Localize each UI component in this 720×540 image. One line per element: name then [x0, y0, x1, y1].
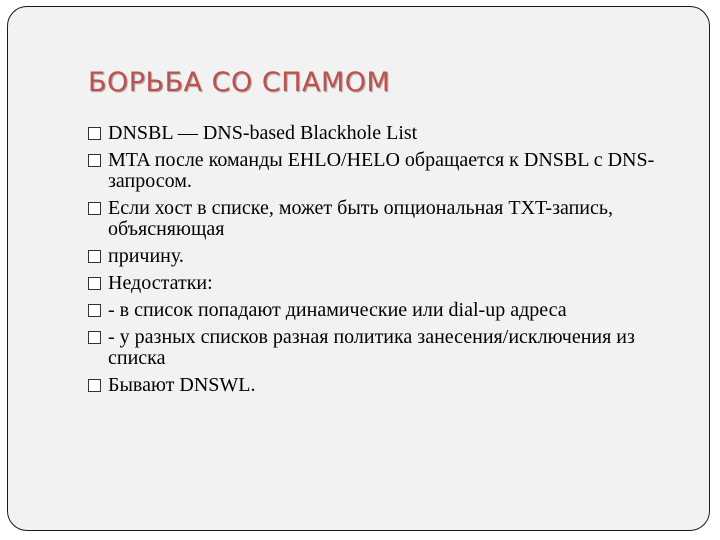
square-bullet-icon: [88, 304, 101, 317]
slide-title: БОРЬБА СО СПАМОМ: [88, 67, 391, 98]
bullet-item: [88, 246, 658, 267]
bullet-text: Бывают DNSWL.: [108, 374, 256, 396]
bullet-item: [88, 273, 658, 294]
bullet-item: [88, 198, 658, 240]
square-bullet-icon: [88, 331, 101, 344]
slide-frame: [7, 6, 710, 531]
bullet-item: [88, 375, 658, 396]
square-bullet-icon: [88, 277, 101, 290]
square-bullet-icon: [88, 154, 101, 167]
bullet-text: DNSBL — DNS-based Blackhole List: [108, 122, 418, 144]
square-bullet-icon: [88, 127, 101, 140]
bullet-list: [88, 123, 658, 402]
bullet-item: [88, 300, 658, 321]
square-bullet-icon: [88, 202, 101, 215]
bullet-item: [88, 327, 658, 369]
square-bullet-icon: [88, 250, 101, 263]
bullet-text: MTA после команды EHLO/HELO обращается к DNSBL с DNS-запросом.: [108, 149, 655, 192]
bullet-item: [88, 123, 658, 144]
bullet-item: [88, 150, 658, 192]
bullet-text: - в список попадают динамические или dial-up адреса: [108, 299, 567, 321]
bullet-text: причину.: [108, 245, 184, 267]
bullet-text: - у разных списков разная политика занесения/исключения из списка: [108, 326, 635, 369]
bullet-text: Недостатки:: [108, 272, 213, 294]
bullet-text: Если хост в списке, может быть опциональная TXT-запись, объясняющая: [108, 197, 613, 240]
square-bullet-icon: [88, 379, 101, 392]
